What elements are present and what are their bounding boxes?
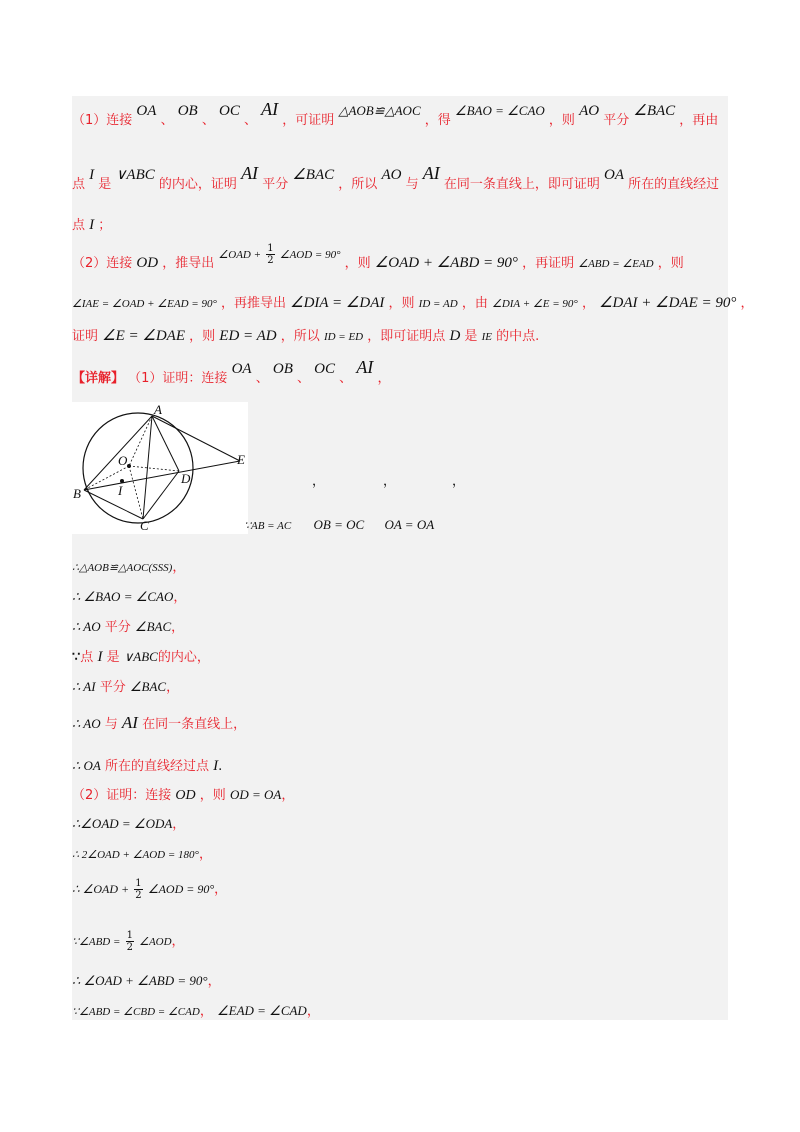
text: ，则 bbox=[657, 256, 684, 271]
analysis-line-1 bbox=[72, 99, 719, 129]
math: ID = AD bbox=[418, 298, 458, 310]
geometry-figure bbox=[72, 402, 248, 534]
fraction-denominator: 2 bbox=[126, 942, 133, 953]
period: . bbox=[218, 759, 223, 774]
text: 在同一条直线上，即可证明 bbox=[443, 177, 600, 192]
math: OD = OA bbox=[229, 787, 282, 802]
math: ∴ AO bbox=[72, 619, 101, 634]
given-line bbox=[244, 517, 434, 533]
comma: ， bbox=[383, 474, 397, 489]
text: 的内心， bbox=[157, 650, 210, 665]
math: ∴ ∠OAD + bbox=[72, 882, 130, 896]
fraction bbox=[126, 930, 134, 953]
proof-line-4 bbox=[72, 646, 210, 666]
fraction-denominator: 2 bbox=[267, 255, 274, 266]
text: 是 bbox=[464, 329, 478, 344]
math: ED = AD bbox=[219, 328, 277, 344]
circle-diagram bbox=[72, 402, 248, 534]
text: 、 bbox=[297, 371, 311, 386]
text: ，则 bbox=[548, 113, 575, 128]
math: AI bbox=[261, 99, 279, 119]
analysis-line-6 bbox=[72, 325, 539, 345]
text: ， bbox=[172, 817, 186, 832]
math: ∠DIA = ∠DAI bbox=[290, 295, 385, 311]
text: ， bbox=[207, 974, 221, 989]
text: （1）连接 bbox=[72, 113, 133, 128]
math: ∠DAI + ∠DAE = 90° bbox=[599, 295, 737, 311]
comma: ， bbox=[312, 474, 326, 489]
text: ， bbox=[166, 680, 180, 695]
text: ，再推导出 bbox=[220, 296, 286, 311]
text: ，再证明 bbox=[522, 256, 575, 271]
math: AO bbox=[579, 103, 600, 119]
text: 点 bbox=[80, 650, 94, 665]
text: ， bbox=[172, 560, 186, 575]
text: 所在的直线经过点 bbox=[105, 759, 210, 774]
segment-OD bbox=[129, 466, 179, 471]
text: 证明 bbox=[72, 329, 99, 344]
text: （2）证明：连接 bbox=[72, 788, 172, 803]
segment-AC bbox=[143, 416, 152, 519]
text: ，则 bbox=[189, 329, 216, 344]
point-O bbox=[127, 464, 131, 468]
proof-line-7 bbox=[72, 755, 222, 775]
math: ∠AOD = 90° bbox=[279, 249, 341, 261]
circle bbox=[83, 413, 193, 523]
math: OD bbox=[136, 255, 159, 271]
text: 平分 bbox=[99, 680, 126, 695]
segment-AD bbox=[152, 416, 179, 471]
math: OB bbox=[272, 361, 293, 377]
math: △AOB≌△AOC bbox=[338, 103, 421, 118]
text: 点 bbox=[72, 177, 86, 192]
math: OB = OC bbox=[313, 517, 365, 532]
fraction-numerator: 1 bbox=[135, 878, 142, 889]
math: ∠DIA + ∠E = 90° bbox=[491, 298, 578, 310]
text: ， bbox=[171, 620, 185, 635]
math: ∠EAD = ∠CAD bbox=[216, 1003, 307, 1018]
math: ∠BAC bbox=[633, 103, 676, 119]
math: ∠OAD + bbox=[218, 249, 262, 261]
proof-line-5 bbox=[72, 676, 179, 695]
text: 是 bbox=[98, 177, 112, 192]
text: 平分 bbox=[262, 177, 289, 192]
proof-line-10 bbox=[72, 843, 212, 862]
fraction-numerator: 1 bbox=[126, 930, 133, 941]
proof-line-2 bbox=[72, 586, 186, 605]
math: ∴△AOB≌△AOC(SSS) bbox=[72, 562, 173, 574]
math: ∴ ∠OAD + ∠ABD = 90° bbox=[72, 973, 208, 988]
text: ，可证明 bbox=[282, 113, 335, 128]
math: OA bbox=[136, 103, 157, 119]
proof-line-11 bbox=[72, 878, 227, 901]
text: 、 bbox=[339, 371, 353, 386]
text: 平分 bbox=[104, 620, 131, 635]
text: ， bbox=[377, 371, 391, 386]
text: 的中点. bbox=[496, 329, 540, 344]
text: 的内心，证明 bbox=[158, 177, 237, 192]
text: ， bbox=[214, 882, 228, 897]
math: ∨ABC bbox=[115, 167, 155, 183]
math: ∠ABD = ∠EAD bbox=[578, 258, 654, 270]
fraction bbox=[266, 243, 274, 266]
math: OB bbox=[177, 103, 198, 119]
math: AI bbox=[241, 163, 259, 183]
proof-line-13 bbox=[72, 970, 221, 989]
math: AI bbox=[121, 713, 138, 732]
math: I bbox=[89, 217, 95, 233]
math: ∠IAE = ∠OAD + ∠EAD = 90° bbox=[72, 298, 217, 310]
math: ∵AB = AC bbox=[244, 520, 292, 532]
math: IE bbox=[481, 331, 492, 343]
text: ，所以 bbox=[280, 329, 320, 344]
text: ， bbox=[199, 1004, 213, 1019]
math: ∴ 2∠OAD + ∠AOD = 180° bbox=[72, 849, 199, 861]
text: 点 bbox=[72, 218, 86, 233]
math: I bbox=[97, 649, 103, 665]
text: （2）连接 bbox=[72, 256, 133, 271]
text: ， bbox=[306, 1004, 320, 1019]
text: 、 bbox=[160, 113, 174, 128]
text: ，由 bbox=[461, 296, 488, 311]
text: 、 bbox=[255, 371, 269, 386]
text: ， bbox=[740, 296, 754, 311]
math: OA = OA bbox=[384, 517, 435, 532]
label-I: I bbox=[118, 483, 123, 498]
detail-label: 【详解】 bbox=[72, 371, 125, 386]
text: 是 bbox=[106, 650, 120, 665]
comma: ， bbox=[452, 474, 466, 489]
label-C: C bbox=[140, 518, 149, 533]
label-E: E bbox=[237, 452, 245, 467]
math: ∠OAD + ∠ABD = 90° bbox=[374, 255, 518, 271]
text: 与 bbox=[104, 717, 118, 732]
math: ∴ OA bbox=[72, 758, 101, 773]
math: AI bbox=[356, 357, 374, 377]
text: ，所以 bbox=[338, 177, 378, 192]
analysis-line-4 bbox=[72, 243, 684, 275]
proof-line-1 bbox=[72, 556, 185, 575]
text: ，则 bbox=[388, 296, 415, 311]
proof-line-6 bbox=[72, 713, 246, 733]
math: ∠BAC bbox=[134, 619, 172, 634]
math: OD bbox=[175, 788, 196, 803]
math: AO bbox=[381, 167, 402, 183]
segment-BC bbox=[84, 490, 143, 519]
label-A: A bbox=[154, 402, 162, 417]
text: ， bbox=[281, 788, 295, 803]
math: ∠E = ∠DAE bbox=[102, 328, 185, 344]
text: ， bbox=[173, 590, 187, 605]
text: 平分 bbox=[603, 113, 630, 128]
fraction-numerator: 1 bbox=[267, 243, 274, 254]
segment-OC bbox=[129, 466, 143, 519]
math: ∨ABC bbox=[123, 649, 158, 664]
text: ，则 bbox=[344, 256, 371, 271]
math: OA bbox=[231, 361, 252, 377]
math: ∴ AO bbox=[72, 716, 101, 731]
label-D: D bbox=[181, 471, 191, 486]
math: OA bbox=[604, 167, 625, 183]
math: I bbox=[213, 758, 219, 774]
text: 所在的直线经过 bbox=[628, 177, 720, 192]
math: ∠BAC bbox=[129, 679, 167, 694]
text: 、 bbox=[244, 113, 258, 128]
proof-line-3 bbox=[72, 616, 184, 635]
label-B: B bbox=[73, 486, 81, 501]
math: ∠BAC bbox=[292, 167, 335, 183]
text: 与 bbox=[405, 177, 419, 192]
segment-AE bbox=[152, 416, 240, 461]
math: D bbox=[449, 328, 461, 344]
text: ， bbox=[171, 934, 185, 949]
math: OC bbox=[314, 361, 336, 377]
text: ，再由 bbox=[679, 113, 719, 128]
fraction bbox=[134, 878, 142, 901]
text: （1）证明：连接 bbox=[128, 371, 228, 386]
segment-BE bbox=[84, 461, 240, 490]
math: OC bbox=[219, 103, 240, 119]
math: AI bbox=[422, 163, 440, 183]
proof-line-8 bbox=[72, 784, 294, 804]
math: I bbox=[89, 167, 95, 183]
math: ∵∠ABD = ∠CBD = ∠CAD bbox=[72, 1006, 200, 1018]
proof-line-14 bbox=[72, 1000, 320, 1019]
text: ， bbox=[581, 296, 595, 311]
text: ，推导出 bbox=[162, 256, 215, 271]
math: ∴∠OAD = ∠ODA bbox=[72, 816, 173, 831]
analysis-line-5 bbox=[72, 292, 754, 312]
text: ； bbox=[98, 218, 112, 233]
text: ， bbox=[198, 847, 212, 862]
text: ，则 bbox=[199, 788, 226, 803]
text: ，即可证明点 bbox=[367, 329, 446, 344]
detail-heading-line bbox=[72, 357, 391, 387]
proof-line-9 bbox=[72, 813, 185, 832]
proof-line-12 bbox=[72, 930, 185, 953]
analysis-line-2 bbox=[72, 163, 720, 193]
math: ∴ AI bbox=[72, 679, 96, 694]
label-O: O bbox=[118, 453, 128, 468]
math: ∠AOD = 90° bbox=[147, 882, 215, 896]
text: 在同一条直线上， bbox=[142, 717, 247, 732]
math: ∠BAO = ∠CAO bbox=[454, 103, 545, 118]
math: ∴ ∠BAO = ∠CAO bbox=[72, 589, 174, 604]
text: ，得 bbox=[424, 113, 451, 128]
math: ID = ED bbox=[323, 331, 364, 343]
fraction-denominator: 2 bbox=[135, 890, 142, 901]
analysis-line-3 bbox=[72, 214, 111, 234]
math: ∠AOD bbox=[139, 936, 172, 948]
because-symbol: ∵ bbox=[72, 650, 81, 665]
math: ∵∠ABD = bbox=[72, 936, 121, 948]
text: 、 bbox=[201, 113, 215, 128]
